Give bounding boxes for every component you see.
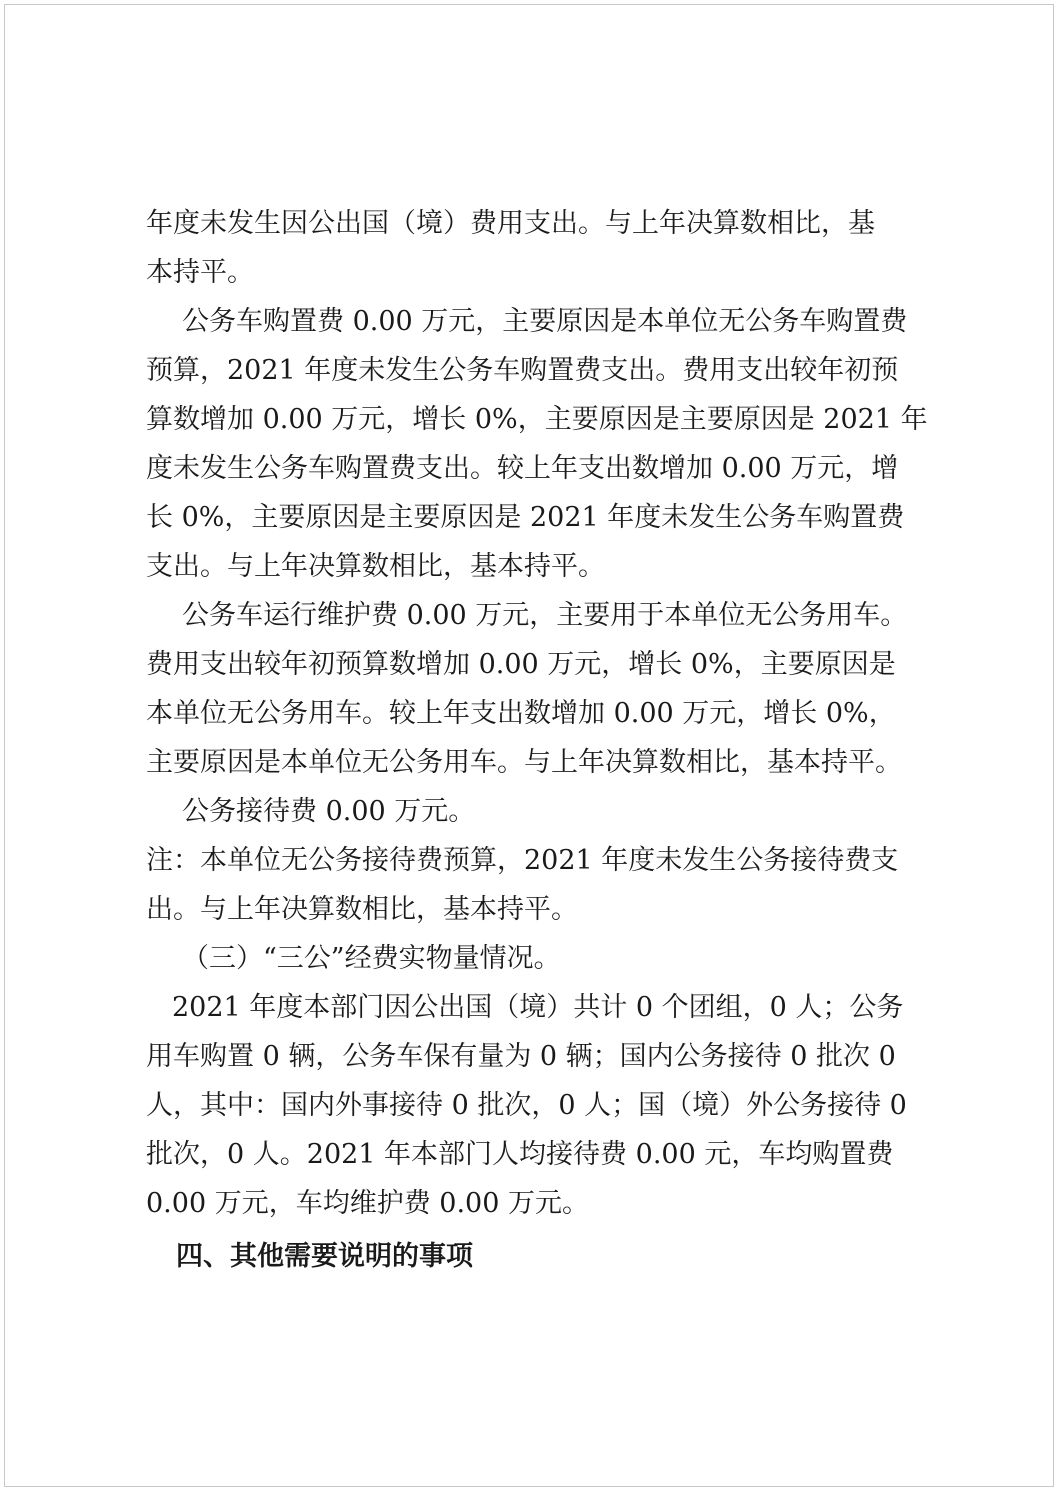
text-line: 长 0%，主要原因是主要原因是 2021 年度未发生公务车购置费: [146, 502, 905, 533]
text-line: 算数增加 0.00 万元，增长 0%，主要原因是主要原因是 2021 年: [146, 404, 928, 435]
text-line: 本持平。: [146, 257, 254, 288]
section-subheading: （三）“三公”经费实物量情况。: [182, 943, 561, 974]
text-line: 公务车运行维护费 0.00 万元，主要用于本单位无公务用车。: [182, 600, 908, 631]
text-line: 年度未发生因公出国（境）费用支出。与上年决算数相比，基: [146, 208, 875, 239]
text-line: 度未发生公务车购置费支出。较上年支出数增加 0.00 万元，增: [146, 453, 899, 484]
text-line: 公务车购置费 0.00 万元，主要原因是本单位无公务车购置费: [182, 306, 908, 337]
text-line: 本单位无公务用车。较上年支出数增加 0.00 万元，增长 0%，: [146, 698, 896, 729]
text-line: 公务接待费 0.00 万元。: [182, 796, 476, 827]
document-page: [4, 4, 1054, 1487]
text-line: 主要原因是本单位无公务用车。与上年决算数相比，基本持平。: [146, 747, 902, 778]
text-line: 支出。与上年决算数相比，基本持平。: [146, 551, 605, 582]
text-line: 注：本单位无公务接待费预算，2021 年度未发生公务接待费支: [146, 845, 899, 876]
text-line: 人，其中：国内外事接待 0 批次，0 人；国（境）外公务接待 0: [146, 1090, 907, 1121]
section-heading: 四、其他需要说明的事项: [176, 1241, 473, 1272]
text-line: 批次，0 人。2021 年本部门人均接待费 0.00 元，车均购置费: [146, 1139, 894, 1170]
document-body: [146, 199, 936, 1281]
text-line: 出。与上年决算数相比，基本持平。: [146, 894, 578, 925]
text-line: 预算，2021 年度未发生公务车购置费支出。费用支出较年初预: [146, 355, 899, 386]
text-line: 费用支出较年初预算数增加 0.00 万元，增长 0%，主要原因是: [146, 649, 896, 680]
text-line: 用车购置 0 辆，公务车保有量为 0 辆；国内公务接待 0 批次 0: [146, 1041, 896, 1072]
text-line: 2021 年度本部门因公出国（境）共计 0 个团组，0 人；公务: [172, 992, 904, 1023]
text-line: 0.00 万元，车均维护费 0.00 万元。: [146, 1188, 589, 1219]
